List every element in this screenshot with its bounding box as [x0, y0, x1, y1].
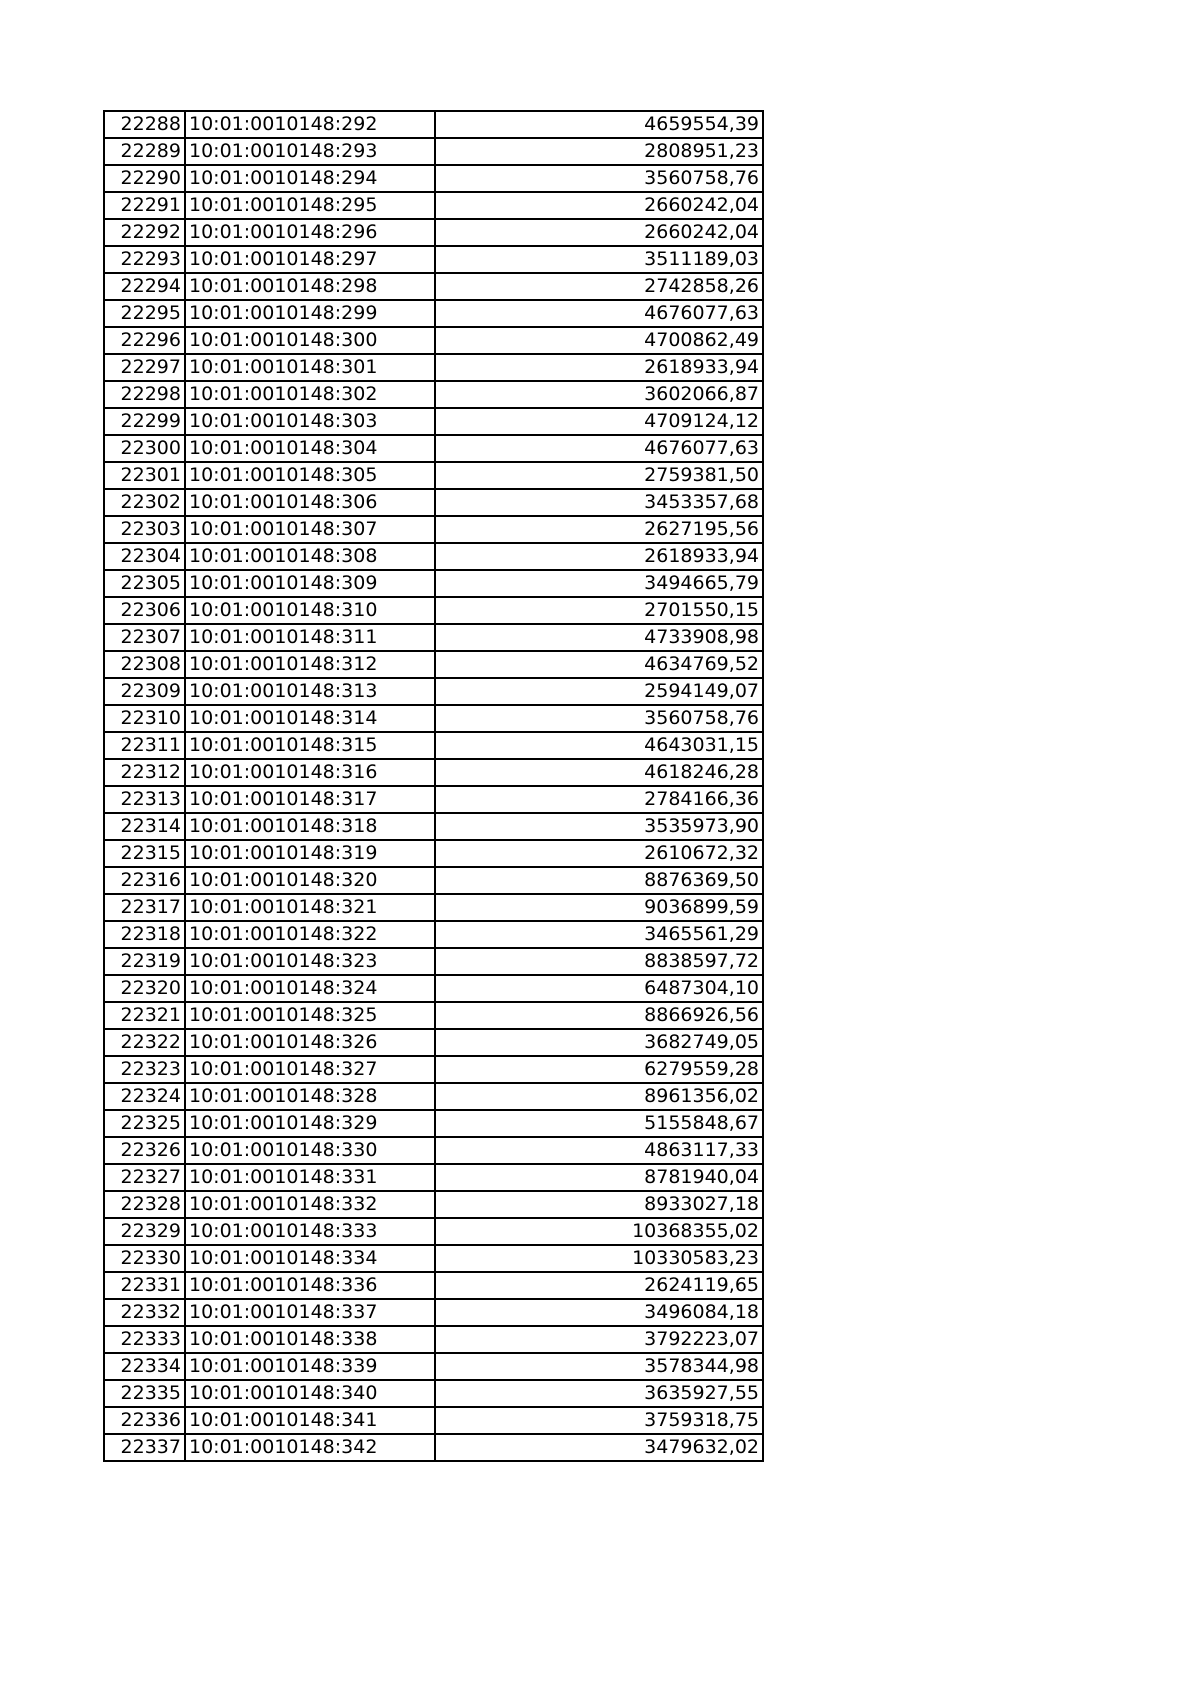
cadastral-value: 8961356,02	[435, 1083, 763, 1110]
row-number: 22301	[104, 462, 185, 489]
cadastral-value: 4700862,49	[435, 327, 763, 354]
cadastral-number: 10:01:0010148:314	[185, 705, 435, 732]
cadastral-value: 8838597,72	[435, 948, 763, 975]
cadastral-value: 2610672,32	[435, 840, 763, 867]
row-number: 22293	[104, 246, 185, 273]
row-number: 22330	[104, 1245, 185, 1272]
cadastre-value-table	[103, 110, 764, 1462]
table-row	[104, 921, 763, 948]
table-row	[104, 759, 763, 786]
row-number: 22288	[104, 111, 185, 138]
row-number: 22316	[104, 867, 185, 894]
cadastral-value: 8933027,18	[435, 1191, 763, 1218]
cadastral-number: 10:01:0010148:303	[185, 408, 435, 435]
row-number: 22324	[104, 1083, 185, 1110]
cadastral-number: 10:01:0010148:317	[185, 786, 435, 813]
table-row	[104, 1164, 763, 1191]
row-number: 22295	[104, 300, 185, 327]
cadastral-value: 2594149,07	[435, 678, 763, 705]
row-number: 22307	[104, 624, 185, 651]
cadastral-value: 10368355,02	[435, 1218, 763, 1245]
cadastral-number: 10:01:0010148:328	[185, 1083, 435, 1110]
cadastral-number: 10:01:0010148:322	[185, 921, 435, 948]
cadastral-number: 10:01:0010148:298	[185, 273, 435, 300]
cadastral-number: 10:01:0010148:327	[185, 1056, 435, 1083]
cadastral-value: 2627195,56	[435, 516, 763, 543]
table-body	[104, 111, 763, 1461]
cadastral-value: 3465561,29	[435, 921, 763, 948]
cadastral-value: 8866926,56	[435, 1002, 763, 1029]
row-number: 22306	[104, 597, 185, 624]
row-number: 22334	[104, 1353, 185, 1380]
table-row	[104, 651, 763, 678]
table-row	[104, 462, 763, 489]
row-number: 22318	[104, 921, 185, 948]
cadastral-value: 3511189,03	[435, 246, 763, 273]
cadastral-number: 10:01:0010148:339	[185, 1353, 435, 1380]
table-row	[104, 678, 763, 705]
table-row	[104, 273, 763, 300]
row-number: 22320	[104, 975, 185, 1002]
row-number: 22290	[104, 165, 185, 192]
table-row	[104, 624, 763, 651]
table-row	[104, 516, 763, 543]
table-row	[104, 138, 763, 165]
table-row	[104, 1299, 763, 1326]
table-row	[104, 570, 763, 597]
cadastral-value: 3560758,76	[435, 165, 763, 192]
cadastral-number: 10:01:0010148:324	[185, 975, 435, 1002]
table-row	[104, 786, 763, 813]
cadastral-number: 10:01:0010148:312	[185, 651, 435, 678]
cadastral-value: 6487304,10	[435, 975, 763, 1002]
cadastral-value: 4618246,28	[435, 759, 763, 786]
table-row	[104, 1407, 763, 1434]
cadastral-number: 10:01:0010148:326	[185, 1029, 435, 1056]
row-number: 22311	[104, 732, 185, 759]
cadastral-value: 3453357,68	[435, 489, 763, 516]
row-number: 22314	[104, 813, 185, 840]
cadastral-number: 10:01:0010148:342	[185, 1434, 435, 1461]
cadastral-value: 5155848,67	[435, 1110, 763, 1137]
cadastral-value: 2759381,50	[435, 462, 763, 489]
table-row	[104, 1380, 763, 1407]
cadastral-value: 2784166,36	[435, 786, 763, 813]
cadastral-number: 10:01:0010148:311	[185, 624, 435, 651]
cadastral-value: 3535973,90	[435, 813, 763, 840]
table-row	[104, 1218, 763, 1245]
table-row	[104, 975, 763, 1002]
row-number: 22325	[104, 1110, 185, 1137]
cadastral-number: 10:01:0010148:295	[185, 192, 435, 219]
cadastral-number: 10:01:0010148:334	[185, 1245, 435, 1272]
table-row	[104, 192, 763, 219]
table-row	[104, 246, 763, 273]
cadastral-number: 10:01:0010148:331	[185, 1164, 435, 1191]
table-row	[104, 1083, 763, 1110]
cadastral-value: 2701550,15	[435, 597, 763, 624]
row-number: 22317	[104, 894, 185, 921]
cadastral-number: 10:01:0010148:300	[185, 327, 435, 354]
row-number: 22292	[104, 219, 185, 246]
row-number: 22326	[104, 1137, 185, 1164]
row-number: 22291	[104, 192, 185, 219]
row-number: 22337	[104, 1434, 185, 1461]
cadastral-value: 2624119,65	[435, 1272, 763, 1299]
table-row	[104, 732, 763, 759]
row-number: 22332	[104, 1299, 185, 1326]
cadastral-value: 2618933,94	[435, 543, 763, 570]
cadastral-number: 10:01:0010148:302	[185, 381, 435, 408]
cadastral-value: 3479632,02	[435, 1434, 763, 1461]
table-row	[104, 948, 763, 975]
cadastral-value: 8876369,50	[435, 867, 763, 894]
cadastral-number: 10:01:0010148:320	[185, 867, 435, 894]
table-row	[104, 1272, 763, 1299]
cadastral-number: 10:01:0010148:337	[185, 1299, 435, 1326]
table-row	[104, 300, 763, 327]
cadastral-value: 2660242,04	[435, 219, 763, 246]
cadastral-value: 3682749,05	[435, 1029, 763, 1056]
table-row	[104, 1110, 763, 1137]
cadastral-number: 10:01:0010148:315	[185, 732, 435, 759]
row-number: 22335	[104, 1380, 185, 1407]
table-row	[104, 408, 763, 435]
row-number: 22302	[104, 489, 185, 516]
cadastral-number: 10:01:0010148:336	[185, 1272, 435, 1299]
table-row	[104, 1326, 763, 1353]
row-number: 22299	[104, 408, 185, 435]
cadastral-number: 10:01:0010148:308	[185, 543, 435, 570]
cadastral-number: 10:01:0010148:333	[185, 1218, 435, 1245]
table-row	[104, 381, 763, 408]
cadastral-value: 3792223,07	[435, 1326, 763, 1353]
cadastral-number: 10:01:0010148:319	[185, 840, 435, 867]
cadastral-value: 4709124,12	[435, 408, 763, 435]
cadastral-number: 10:01:0010148:304	[185, 435, 435, 462]
cadastral-value: 3560758,76	[435, 705, 763, 732]
cadastral-value: 4659554,39	[435, 111, 763, 138]
cadastral-number: 10:01:0010148:321	[185, 894, 435, 921]
row-number: 22331	[104, 1272, 185, 1299]
row-number: 22333	[104, 1326, 185, 1353]
table-row	[104, 489, 763, 516]
cadastral-value: 2808951,23	[435, 138, 763, 165]
row-number: 22308	[104, 651, 185, 678]
cadastral-number: 10:01:0010148:294	[185, 165, 435, 192]
cadastral-value: 2660242,04	[435, 192, 763, 219]
table-row	[104, 1029, 763, 1056]
row-number: 22329	[104, 1218, 185, 1245]
cadastral-number: 10:01:0010148:309	[185, 570, 435, 597]
cadastral-value: 6279559,28	[435, 1056, 763, 1083]
row-number: 22319	[104, 948, 185, 975]
cadastral-number: 10:01:0010148:296	[185, 219, 435, 246]
table-row	[104, 813, 763, 840]
row-number: 22298	[104, 381, 185, 408]
cadastral-number: 10:01:0010148:306	[185, 489, 435, 516]
cadastral-value: 2742858,26	[435, 273, 763, 300]
cadastral-number: 10:01:0010148:332	[185, 1191, 435, 1218]
table-row	[104, 705, 763, 732]
cadastral-number: 10:01:0010148:316	[185, 759, 435, 786]
row-number: 22304	[104, 543, 185, 570]
cadastral-number: 10:01:0010148:338	[185, 1326, 435, 1353]
cadastral-number: 10:01:0010148:305	[185, 462, 435, 489]
cadastral-value: 4676077,63	[435, 435, 763, 462]
cadastral-value: 3602066,87	[435, 381, 763, 408]
cadastral-number: 10:01:0010148:310	[185, 597, 435, 624]
row-number: 22289	[104, 138, 185, 165]
cadastral-value: 9036899,59	[435, 894, 763, 921]
cadastral-value: 3759318,75	[435, 1407, 763, 1434]
table-row	[104, 1191, 763, 1218]
cadastral-value: 4863117,33	[435, 1137, 763, 1164]
cadastral-number: 10:01:0010148:341	[185, 1407, 435, 1434]
cadastral-number: 10:01:0010148:313	[185, 678, 435, 705]
row-number: 22300	[104, 435, 185, 462]
table-row	[104, 111, 763, 138]
table-row	[104, 543, 763, 570]
row-number: 22328	[104, 1191, 185, 1218]
row-number: 22303	[104, 516, 185, 543]
table-row	[104, 840, 763, 867]
row-number: 22296	[104, 327, 185, 354]
cadastral-value: 10330583,23	[435, 1245, 763, 1272]
cadastral-value: 2618933,94	[435, 354, 763, 381]
table-row	[104, 1137, 763, 1164]
table-row	[104, 1353, 763, 1380]
cadastral-value: 3494665,79	[435, 570, 763, 597]
cadastral-number: 10:01:0010148:318	[185, 813, 435, 840]
table-row	[104, 219, 763, 246]
row-number: 22305	[104, 570, 185, 597]
row-number: 22312	[104, 759, 185, 786]
cadastral-number: 10:01:0010148:301	[185, 354, 435, 381]
cadastral-number: 10:01:0010148:330	[185, 1137, 435, 1164]
table-row	[104, 1056, 763, 1083]
cadastral-value: 4634769,52	[435, 651, 763, 678]
cadastral-value: 4676077,63	[435, 300, 763, 327]
table-row	[104, 1245, 763, 1272]
table-row	[104, 894, 763, 921]
row-number: 22336	[104, 1407, 185, 1434]
table-row	[104, 597, 763, 624]
cadastral-value: 3578344,98	[435, 1353, 763, 1380]
table-row	[104, 867, 763, 894]
cadastral-value: 4643031,15	[435, 732, 763, 759]
table-row	[104, 1434, 763, 1461]
row-number: 22294	[104, 273, 185, 300]
cadastral-number: 10:01:0010148:299	[185, 300, 435, 327]
table-row	[104, 354, 763, 381]
cadastral-number: 10:01:0010148:293	[185, 138, 435, 165]
cadastral-value: 3496084,18	[435, 1299, 763, 1326]
cadastral-value: 3635927,55	[435, 1380, 763, 1407]
cadastral-number: 10:01:0010148:297	[185, 246, 435, 273]
row-number: 22315	[104, 840, 185, 867]
cadastral-value: 8781940,04	[435, 1164, 763, 1191]
row-number: 22322	[104, 1029, 185, 1056]
row-number: 22323	[104, 1056, 185, 1083]
table-row	[104, 1002, 763, 1029]
cadastral-number: 10:01:0010148:307	[185, 516, 435, 543]
cadastral-number: 10:01:0010148:325	[185, 1002, 435, 1029]
cadastral-number: 10:01:0010148:329	[185, 1110, 435, 1137]
row-number: 22313	[104, 786, 185, 813]
table-row	[104, 435, 763, 462]
row-number: 22327	[104, 1164, 185, 1191]
row-number: 22321	[104, 1002, 185, 1029]
table-row	[104, 327, 763, 354]
row-number: 22297	[104, 354, 185, 381]
cadastral-number: 10:01:0010148:323	[185, 948, 435, 975]
cadastral-number: 10:01:0010148:292	[185, 111, 435, 138]
table-row	[104, 165, 763, 192]
cadastral-value: 4733908,98	[435, 624, 763, 651]
cadastral-number: 10:01:0010148:340	[185, 1380, 435, 1407]
row-number: 22310	[104, 705, 185, 732]
row-number: 22309	[104, 678, 185, 705]
